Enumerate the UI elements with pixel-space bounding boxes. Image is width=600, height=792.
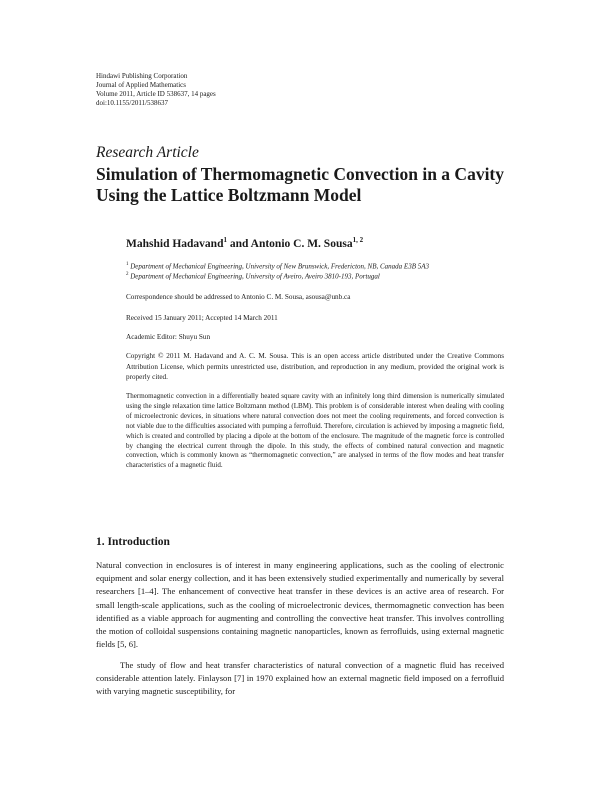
copyright-notice: Copyright © 2011 M. Hadavand and A. C. M. Sousa. This is an open access article distributed under the Creative Commons Attribution License, which permits unrestricted use, distribution, and reproduction in any medium, provided the original work is properly cited. (126, 352, 504, 381)
author-1-affiliation-marker: 1 (223, 236, 227, 244)
author-2-affiliation-marker: 1, 2 (352, 236, 364, 244)
affiliation-1: $^1$ Department of Mechanical Engineering, University of New Brunswick, Fredericton, NB, Canada E3B 5A3 (126, 262, 429, 271)
doi: doi:10.1155/2011/538637 (96, 99, 169, 107)
abstract: Thermomagnetic convection in a differentially heated square cavity with an infinitely long third dimension is numerically simulated using the single relaxation time lattice Boltzmann method (LBM). This problem is of considerable interest when dealing with cooling of microelectronic devices, in situations where natural convection does not meet the cooling requirements, and forced convection is not viable due to the difficulties associated with pumping a ferrofluid. Therefore, circulation is achieved by imposing a magnetic field, which is created and controlled by placing a dipole at the bottom of the enclosure. The magnitude of the magnetic force is controlled by changing the electrical current through the dipole. In this study, the effects of combined natural convection and magnetic convection, which is commonly known as “thermomagnetic convection,” are analysed in terms of the flow modes and heat transfer characteristics of a magnetic fluid. (126, 392, 504, 470)
section-heading-introduction: 1. Introduction (96, 536, 170, 548)
volume-info: Volume 2011, Article ID 538637, 14 pages (96, 90, 216, 98)
academic-editor: Academic Editor: Shuyu Sun (126, 333, 211, 341)
intro-paragraph-1: Natural convection in enclosures is of interest in many engineering applications, such as the cooling of electronic equipment and solar energy collection, and it has been extensively studied experimentally and numerically by several researchers [1–4]. The enhancement of convective heat transfer in these devices is an active area of research. For small length-scale applications, such as the cooling of microelectronic devices, thermomagnetic convection has been identified as a viable approach for augmenting and controlling the convective heat transfer. This involves controlling the motion of colloidal suspensions containing magnetic nanoparticles, known as ferrofluids, using external magnetic fields [5, 6]. (96, 560, 504, 650)
intro-paragraph-2: The study of flow and heat transfer characteristics of natural convection of a magnetic fluid has received considerable attention lately. Finlayson [7] in 1970 explained how an external magnetic field imposed on a ferrofluid with varying magnetic susceptibility, for (96, 660, 504, 697)
author-list (126, 236, 363, 250)
author-2: Antonio C. M. Sousa (250, 237, 353, 250)
correspondence: Correspondence should be addressed to Antonio C. M. Sousa, asousa@unb.ca (126, 293, 351, 301)
publication-info (96, 72, 216, 108)
journal-name: Journal of Applied Mathematics (96, 81, 187, 89)
article-type: Research Article (96, 144, 199, 161)
affiliation-2: $^2$ Department of Mechanical Engineering, University of Aveiro, Aveiro 3810-193, Portugal (126, 272, 380, 281)
received-accepted-dates: Received 15 January 2011; Accepted 14 March 2011 (126, 314, 278, 322)
author-joiner: and (226, 237, 251, 250)
publisher: Hindawi Publishing Corporation (96, 72, 188, 80)
author-1: Mahshid Hadavand (126, 237, 224, 250)
paper-title: Simulation of Thermomagnetic Convection in a Cavity Using the Lattice Boltzmann Model (96, 164, 505, 205)
